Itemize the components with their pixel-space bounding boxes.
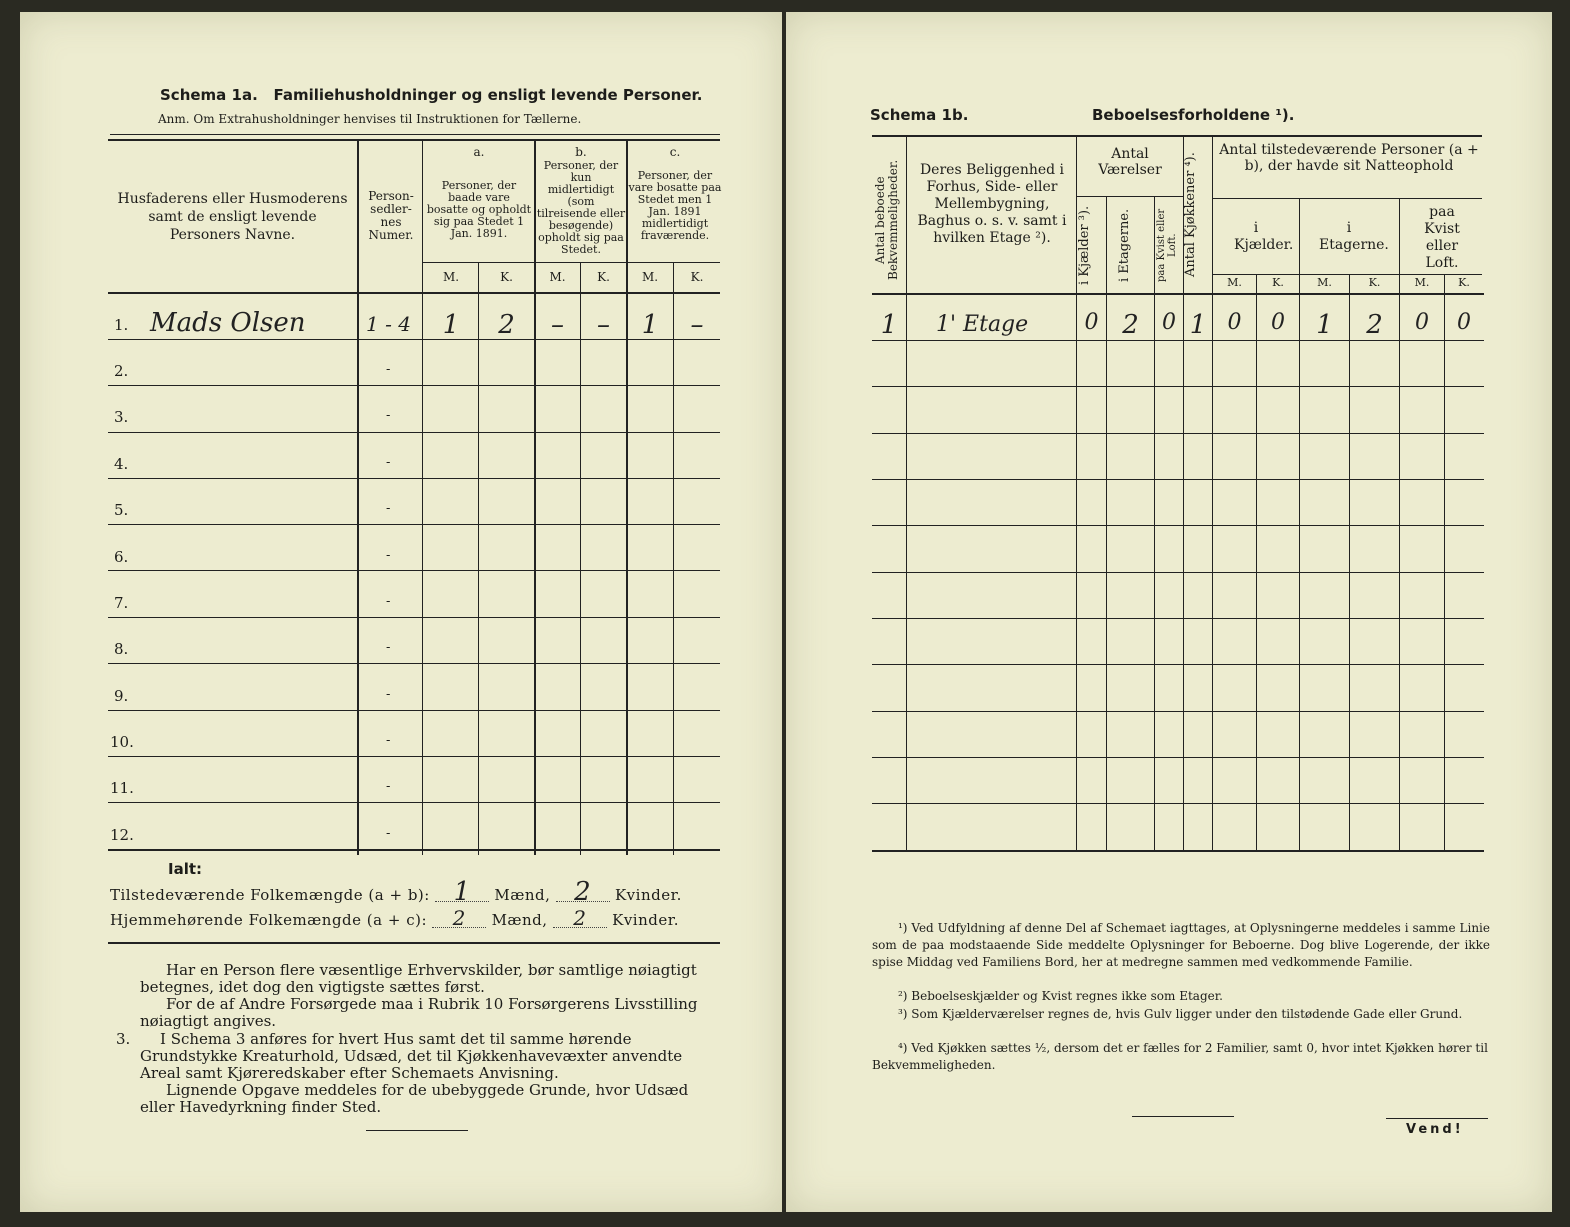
col-a-letter: a. [473, 145, 485, 159]
schema-1b-label: Schema 1b. [870, 106, 969, 124]
header-bottom-rule [108, 292, 720, 294]
footnote-4: ⁴) Ved Kjøkken sættes ½, dersom det er fælles for 2 Familier, samt 0, hvor intet Kjøkken hører til Bekvemmeligheden. [872, 1041, 1488, 1072]
note-3-number: 3. [116, 1030, 131, 1048]
footnote-1: ¹) Ved Udfyldning af denne Del af Schemaet iagttages, at Oplysningerne meddeles i samme Linie som de paa modstaaende Side meddelte Oplysninger for Beboerne. Dog blive Logerende, der ikke spise Middag ved Familiens Bord, her at medregne sammen med vedkommende Familie. [872, 921, 1490, 969]
anm-note: Anm. Om Extrahusholdninger henvises til Instruktionen for Tællerne. [158, 112, 582, 126]
col-kjaelder-header: i Kjælder ³). [1077, 205, 1092, 285]
row-dash: - [386, 501, 391, 516]
row-dash: - [386, 362, 391, 377]
sub-m: M. [1227, 276, 1242, 289]
col-a-k: K. [500, 270, 513, 284]
hjemme-kvinder: 2 [553, 910, 607, 928]
row-number: 5. [114, 501, 129, 519]
row1-b-m: – [551, 310, 564, 340]
row1-kvist-m: 0 [1415, 310, 1429, 335]
row1-beliggenhed: 1' Etage [936, 312, 1029, 337]
col-kvist-header: paa Kvist eller Loft. [1156, 208, 1178, 282]
row1-name: Mads Olsen [150, 308, 306, 338]
row-number: 4. [114, 455, 129, 473]
schema-1b-title: Beboelsesforholdene ¹). [1092, 106, 1295, 124]
hjemme-maend: 2 [432, 910, 486, 928]
row1-kjaelder-k: 0 [1271, 310, 1285, 335]
col-antal-header: Antal beboede Bekvemmeligheder. [873, 159, 900, 281]
col-number-header: Person-sedler-nes Numer. [368, 189, 414, 242]
col-personer-header: Antal tilstedeværende Personer (a + b), der havde sit Natteophold [1219, 142, 1479, 174]
table-top-rule [108, 139, 720, 141]
row1-antal: 1 [880, 310, 898, 340]
tilstedevaerende-row [110, 877, 730, 907]
row-number: 12. [110, 826, 134, 844]
sub-m: M. [1414, 276, 1430, 289]
col-b-m: M. [549, 270, 566, 284]
col-b-header: Personer, der kun midlertidigt (som tilreisende eller besøgende) opholdt sig paa Stedet. [536, 159, 626, 256]
tilsted-kvinder: 2 [556, 884, 610, 902]
row1-c-m: 1 [641, 310, 659, 340]
row-number: 6. [114, 548, 129, 566]
col-names-header: Husfaderens eller Husmoderens samt de ensligt levende Personers Navne. [117, 191, 348, 243]
sub-kjaelder-header: i Kjælder. [1234, 220, 1294, 253]
row1-kvist-k: 0 [1457, 310, 1471, 335]
row-dash: - [386, 455, 391, 470]
schema-label: Schema 1a. [160, 86, 258, 104]
tilsted-label: Tilstedeværende Folkemængde (a + b): [110, 886, 430, 904]
sub-etagerne-header: i Etagerne. [1319, 220, 1389, 253]
row1-c-k: – [690, 310, 704, 340]
row1-kjokkener: 1 [1189, 310, 1207, 340]
sub-m: M. [1317, 276, 1332, 289]
row-number: 10. [110, 733, 134, 751]
row-dash: - [386, 687, 391, 702]
schema-title-text: Familiehusholdninger og ensligt levende Personer. [273, 86, 703, 104]
col-c-m: M. [641, 270, 659, 284]
row-number: 3. [114, 408, 129, 426]
col-b-k: K. [597, 270, 610, 284]
row-dash: - [386, 826, 391, 841]
row1-etagerne-m: 1 [1316, 310, 1333, 340]
row-dash: - [386, 640, 391, 655]
right-page [786, 12, 1552, 1212]
row-dash: - [386, 548, 391, 563]
row-number: 1. [114, 316, 129, 334]
row1-number: 1 - 4 [366, 312, 411, 336]
ialt-label: Ialt: [168, 860, 203, 878]
col-c-header: Personer, der vare bosatte paa Stedet men 1 Jan. 1891 midlertidigt fraværende. [628, 169, 722, 242]
row-number: 8. [114, 640, 129, 658]
row-number: 2. [114, 362, 129, 380]
maend-label: Mænd, [491, 911, 548, 929]
schema-1a-title [160, 86, 703, 104]
row-number: 9. [114, 687, 129, 705]
note-3: I Schema 3 anføres for hvert Hus samt det til samme hørende Grundstykke Kreaturhold, Udsæd, det til Kjøkkenhavevæxter anvendte Areal samt Kjøreredskaber efter Schemaets Anvisning. [140, 1030, 683, 1082]
row-dash: - [386, 733, 391, 748]
row-dash: - [386, 594, 391, 609]
note-1: Har en Person flere væsentlige Erhvervskilder, bør samtlige nøiagtigt betegnes, idet dog den vigtigste sættes først. [140, 961, 697, 996]
row1-etagerne: 2 [1122, 310, 1139, 340]
row1-b-k: – [597, 310, 610, 340]
kvinder-label: Kvinder. [612, 911, 680, 929]
col-kjokkener-header: Antal Kjøkkener ⁴). [1183, 152, 1198, 278]
col-a-header: Personer, der baade vare bosatte og opholdt sig paa Stedet 1 Jan. 1891. [426, 179, 532, 240]
footnote-3: ³) Som Kjælderværelser regnes de, hvis Gulv ligger under den tilstødende Gade eller Grund. [898, 1007, 1463, 1021]
col-vaerelser-header: Antal Værelser [1098, 146, 1162, 178]
row-number: 7. [114, 594, 129, 612]
row1-kvist: 0 [1162, 310, 1176, 335]
row1-kjaelder: 0 [1084, 310, 1099, 335]
row-dash: - [386, 408, 391, 423]
col-etagerne-header: i Etagerne. [1117, 208, 1132, 282]
row1-etagerne-k: 2 [1366, 310, 1383, 340]
left-page [20, 12, 782, 1212]
sub-k: K. [1272, 276, 1284, 289]
sub-k: K. [1368, 276, 1381, 289]
row-number: 11. [110, 779, 134, 797]
sub-k: K. [1458, 276, 1470, 289]
row1-a-k: 2 [498, 310, 515, 340]
hjemme-label: Hjemmehørende Folkemængde (a + c): [110, 911, 427, 929]
col-beliggenhed-header: Deres Beliggenhed i Forhus, Side- eller Mellembygning, Baghus o. s. v. samt i hvilken Etage ²). [917, 162, 1067, 246]
row-dash: - [386, 779, 391, 794]
note-4: Lignende Opgave meddeles for de ubebyggede Grunde, hvor Udsæd eller Havedyrkning finder Sted. [140, 1081, 689, 1116]
kvinder-label: Kvinder. [614, 886, 682, 904]
row1-kjaelder-m: 0 [1227, 310, 1242, 335]
row1-a-m: 1 [442, 310, 460, 340]
vend-label: Vend! [1406, 1122, 1464, 1137]
col-c-k: K. [690, 270, 704, 284]
col-b-letter: b. [575, 145, 587, 159]
footnote-2: ²) Beboelseskjælder og Kvist regnes ikke som Etager. [898, 989, 1223, 1003]
sub-kvist-header: paa Kvist eller Loft. [1424, 204, 1460, 271]
maend-label: Mænd, [494, 886, 551, 904]
tilsted-maend: 1 [435, 884, 489, 902]
note-2: For de af Andre Forsørgede maa i Rubrik 10 Forsørgerens Livsstilling nøiagtigt angives. [140, 995, 698, 1030]
hjemmehorende-row [110, 906, 730, 930]
col-a-m: M. [442, 270, 460, 284]
col-c-letter: c. [669, 145, 681, 159]
